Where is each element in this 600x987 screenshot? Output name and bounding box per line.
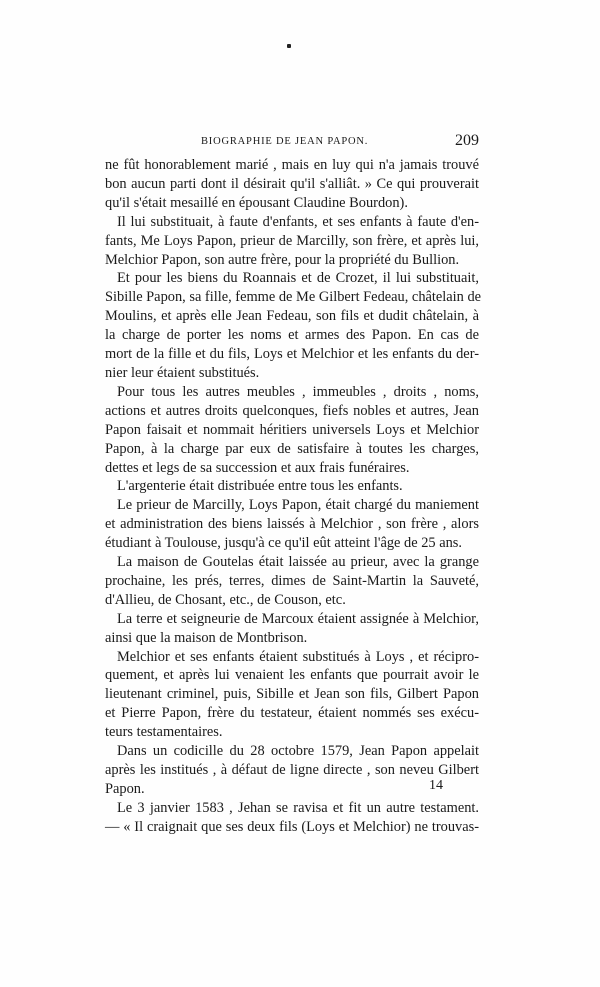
text-line: actions et autres droits quelconques, fiefs nobles et autres, Jean	[105, 402, 479, 419]
text-line: L'argenterie était distribuée entre tous les enfants.	[117, 478, 403, 495]
running-title: BIOGRAPHIE DE JEAN PAPON.	[201, 136, 369, 147]
text-line: Dans un codicille du 28 octobre 1579, Jean Papon appelait	[117, 743, 479, 760]
text-line: Et pour les biens du Roannais et de Crozet, il lui substituait,	[117, 270, 479, 287]
text-line: Le prieur de Marcilly, Loys Papon, était chargé du maniement	[117, 497, 479, 514]
body-text	[105, 156, 482, 837]
text-line: Pour tous les autres meubles , immeubles , droits , noms,	[117, 383, 479, 400]
text-line: après les institués , à défaut de ligne directe , son neveu Gilbert	[105, 762, 479, 778]
signature-mark: 14	[429, 778, 443, 793]
text-line: Le 3 janvier 1583 , Jehan se ravisa et fit un autre testament.	[117, 799, 479, 816]
text-line: ne fût honorablement marié , mais en luy qui n'a jamais trouvé	[105, 157, 479, 173]
text-line: et Pierre Papon, frère du testateur, étaient nommés ses exécu-	[105, 705, 479, 722]
text-line: Papon, à la charge par eux de satisfaire à toutes les charges,	[105, 440, 479, 457]
text-line: teurs testamentaires.	[105, 724, 223, 741]
text-line: Papon.	[105, 780, 145, 797]
text-line: nier leur étaient substitués.	[105, 364, 260, 381]
text-line: bon aucun parti dont il désirait qu'il s'alliât. » Ce qui prouverait	[105, 175, 479, 192]
text-line: prochaine, les prés, terres, dimes de Saint-Martin la Sauveté,	[105, 572, 479, 589]
text-line: qu'il s'était mesaillé en épousant Claudine Bourdon).	[105, 194, 408, 211]
text-line: dettes et legs de sa succession et aux frais funéraires.	[105, 459, 410, 476]
text-line: La maison de Goutelas était laissée au prieur, avec la grange	[117, 554, 479, 571]
text-line: lieutenant criminel, puis, Sibille et Jean son fils, Gilbert Papon	[105, 686, 479, 703]
text-line: Papon faisait et nommait héritiers universels Loys et Melchior	[105, 421, 479, 438]
text-line: et administration des biens laissés à Melchior , son frère , alors	[105, 516, 479, 533]
text-line: Il lui substituait, à faute d'enfants, et ses enfants à faute d'en-	[117, 213, 479, 230]
text-line: fants, Me Loys Papon, prieur de Marcilly, son frère, et après lui,	[105, 232, 479, 249]
text-line: Melchior Papon, son autre frère, pour la propriété du Bullion.	[105, 251, 460, 268]
page-header	[105, 134, 479, 152]
text-line: quement, et après lui venaient les enfants que pourrait avoir le	[105, 667, 479, 684]
text-line: mort de la fille et du fils, Loys et Melchior et les enfants du der-	[105, 346, 479, 363]
text-line: Sibille Papon, sa fille, femme de Me Gilbert Fedeau, châtelain de	[105, 289, 482, 306]
text-line: étudiant à Toulouse, jusqu'à ce qu'il eût atteint l'âge de 25 ans.	[105, 535, 462, 552]
text-line: Melchior et ses enfants étaient substitués à Loys , et récipro-	[117, 648, 479, 665]
text-line: Moulins, et après elle Jean Fedeau, son fils et dudit châtelain, à	[105, 308, 479, 325]
text-line: La terre et seigneurie de Marcoux étaient assignée à Melchior,	[117, 610, 479, 627]
text-line: la charge de porter les noms et armes des Papon. En cas de	[105, 327, 479, 344]
text-line: — « Il craignait que ses deux fils (Loys et Melchior) ne trouvas-	[105, 818, 479, 835]
ink-dot	[287, 44, 291, 48]
text-line: ainsi que la maison de Montbrison.	[105, 629, 308, 646]
page-number: 209	[455, 132, 479, 149]
text-line: d'Allieu, de Chosant, etc., de Couson, etc.	[105, 591, 346, 608]
